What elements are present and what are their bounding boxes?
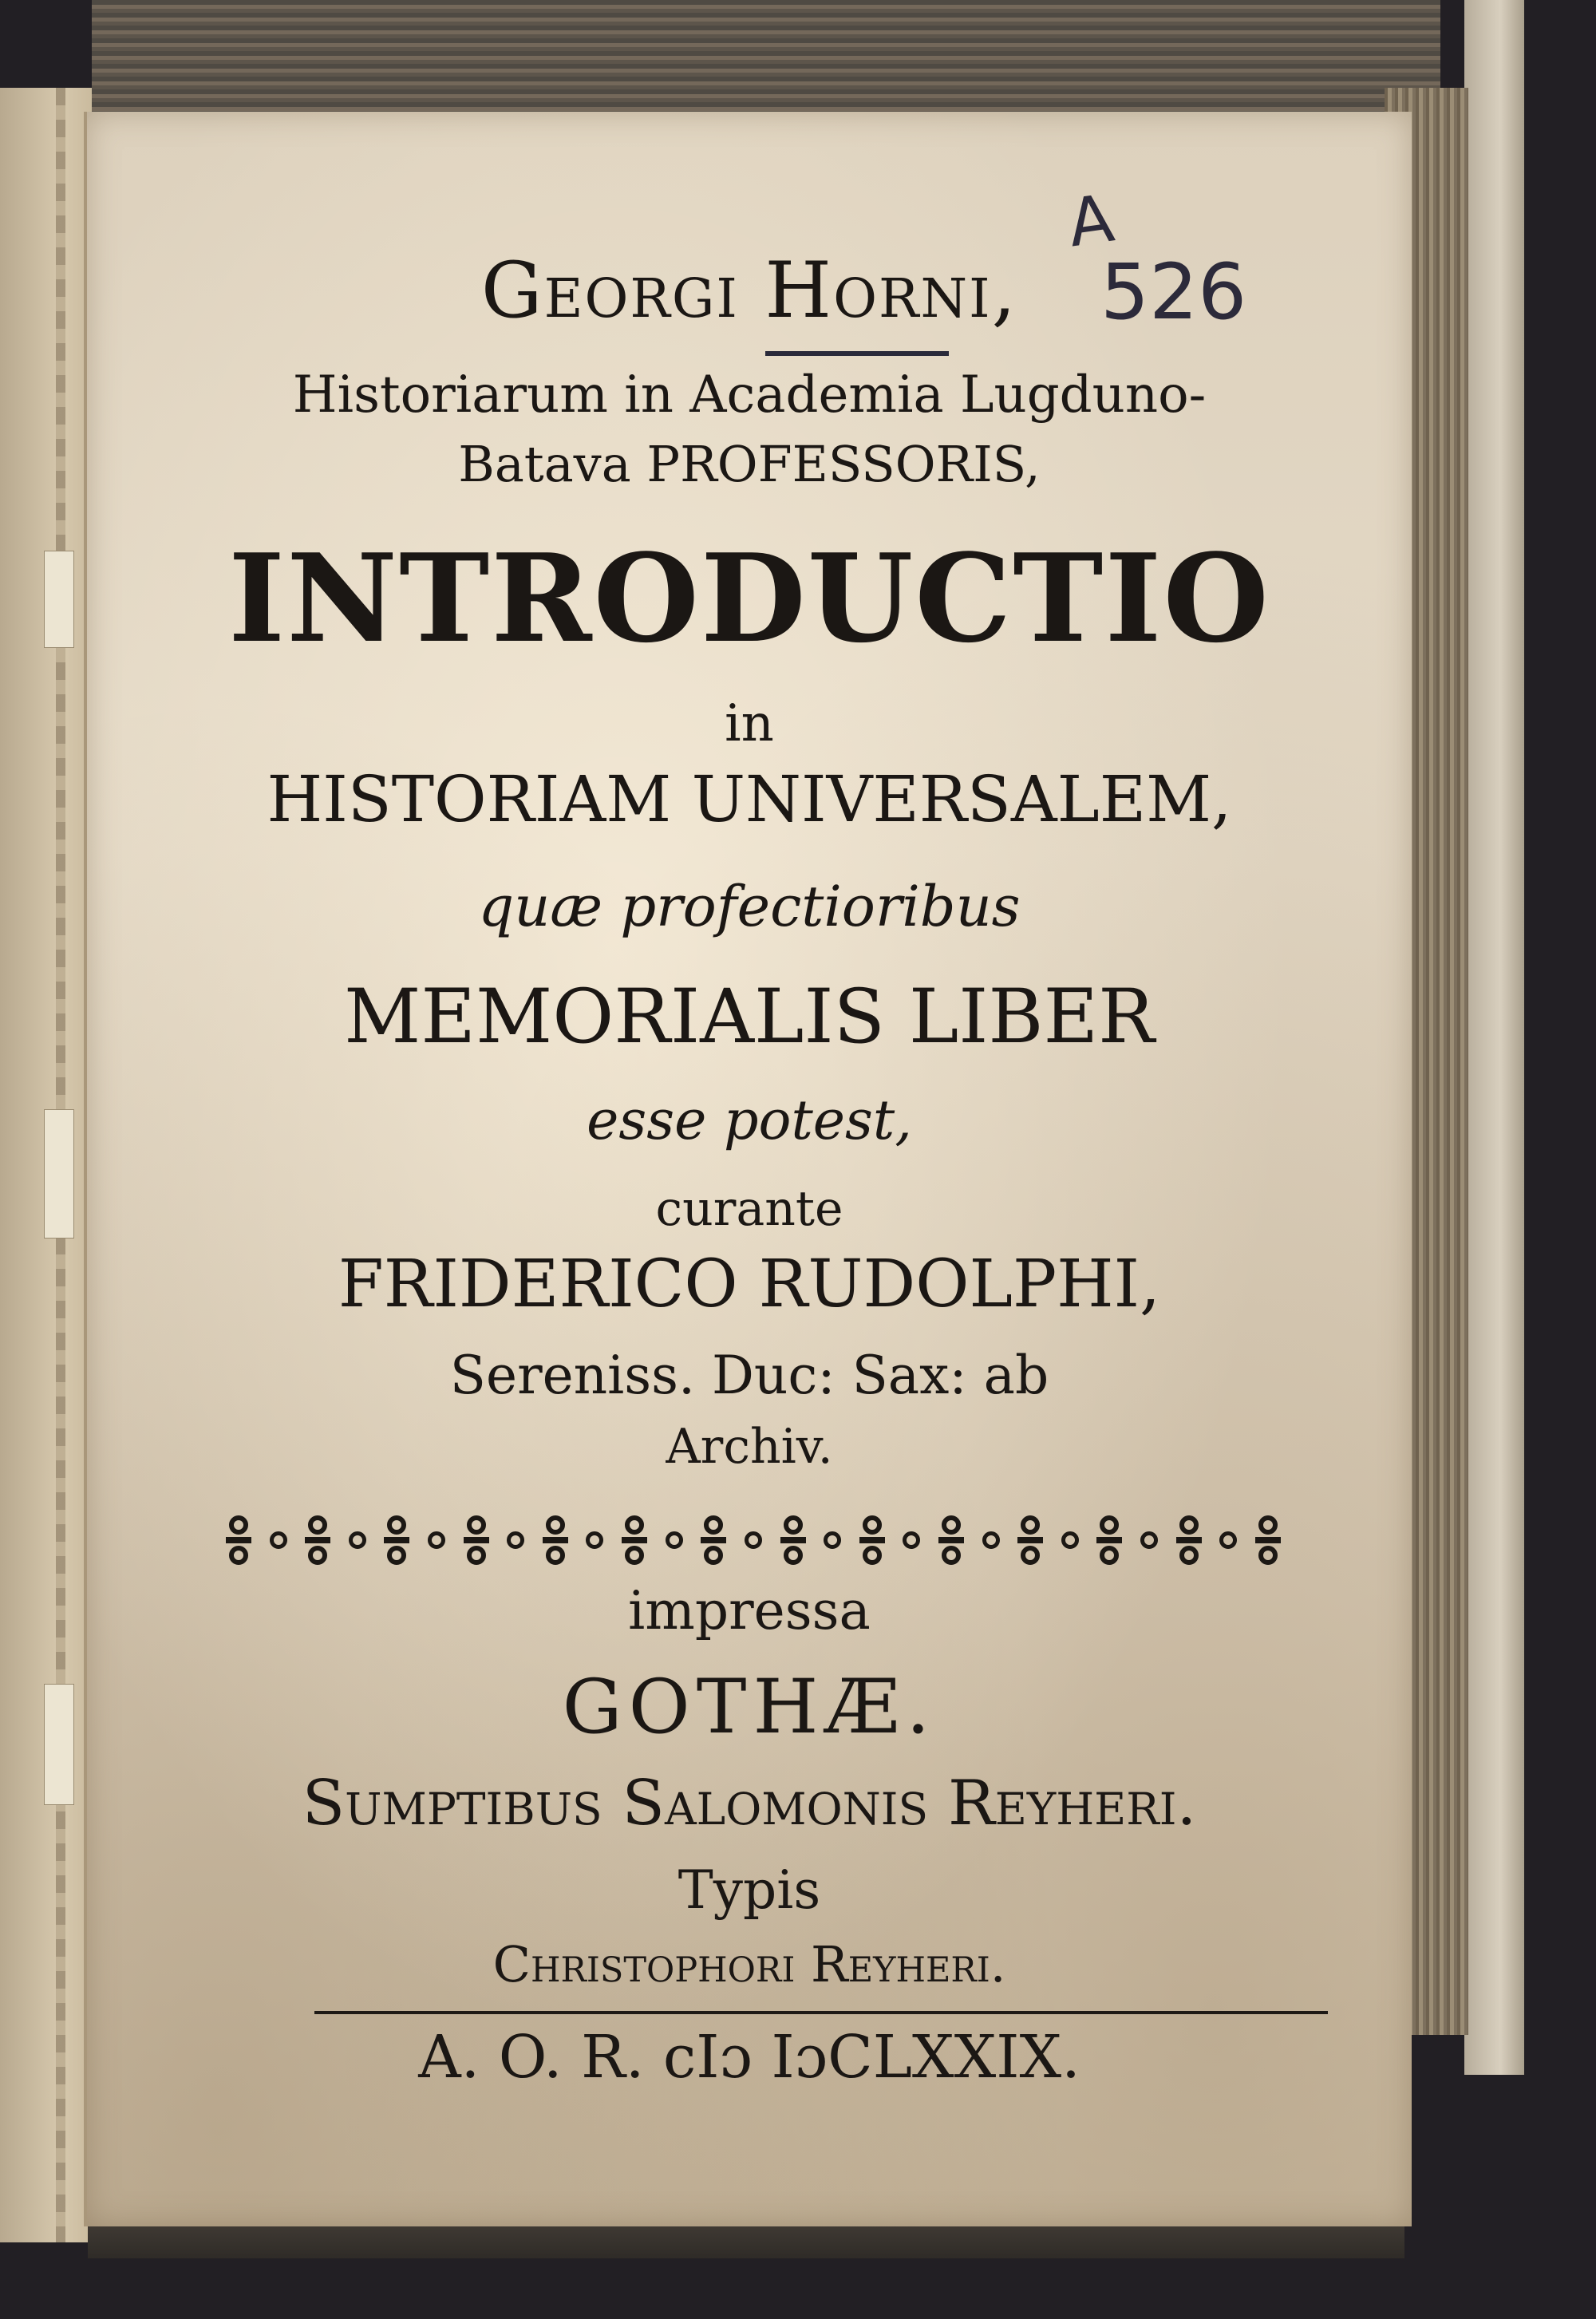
ornament-glyph <box>935 1512 967 1568</box>
curante-line: curante <box>655 1181 843 1237</box>
ornament-glyph <box>903 1531 920 1549</box>
ornament-glyph <box>745 1531 762 1549</box>
ornament-glyph <box>697 1512 729 1568</box>
subject-line: HISTORIAM UNIVERSALEM, <box>267 762 1232 836</box>
ornament-glyph <box>428 1531 445 1549</box>
binding-tape <box>44 1109 74 1239</box>
impressa-line: impressa <box>628 1580 871 1641</box>
ornament-glyph <box>1014 1512 1046 1568</box>
ink-underline <box>765 351 949 356</box>
title-preposition: in <box>725 694 774 753</box>
publisher-line: Sumptibus Salomonis Reyheri. <box>302 1768 1197 1839</box>
editor-title-line: Sereniss. Duc: Sax: ab <box>449 1345 1049 1406</box>
author-line: Georgi Horni, <box>480 246 1018 335</box>
binding-tape <box>44 551 74 648</box>
ornament-glyph <box>1140 1531 1158 1549</box>
ornament-glyph <box>618 1512 650 1568</box>
title-page <box>84 112 1412 2226</box>
ornament-row <box>223 1504 1284 1576</box>
typis-line: Typis <box>678 1859 821 1921</box>
editor-archiv-line: Archiv. <box>666 1419 833 1475</box>
ornament-glyph <box>270 1531 287 1549</box>
ornament-glyph <box>777 1512 809 1568</box>
place-line: GOTHÆ. <box>562 1664 937 1751</box>
author-title-line-2: Batava PROFESSORIS, <box>458 435 1041 493</box>
imprint-rule <box>314 2011 1328 2014</box>
date-line: A. O. R. cIɔ IɔCLXXIX. <box>418 2023 1080 2092</box>
ornament-glyph <box>1093 1512 1125 1568</box>
ornament-glyph <box>302 1512 334 1568</box>
ornament-glyph <box>539 1512 571 1568</box>
author-title-line-1: Historiarum in Academia Lugduno- <box>292 365 1207 425</box>
ornament-glyph <box>1061 1531 1079 1549</box>
ornament-glyph <box>223 1512 255 1568</box>
ornament-glyph <box>1219 1531 1237 1549</box>
handwritten-shelfmark: 526 <box>1100 247 1247 337</box>
ornament-glyph <box>666 1531 683 1549</box>
printer-line: Christophori Reyheri. <box>492 1935 1006 1993</box>
qualifier-line: quæ profectioribus <box>478 874 1021 939</box>
handwritten-letter: A <box>1063 180 1119 263</box>
ornament-glyph <box>982 1531 1000 1549</box>
ornament-glyph <box>824 1531 841 1549</box>
ornament-glyph <box>349 1531 366 1549</box>
editor-line: FRIDERICO RUDOLPHI, <box>338 1246 1161 1322</box>
ornament-glyph <box>507 1531 524 1549</box>
memorialis-line: MEMORIALIS LIBER <box>344 974 1155 1061</box>
esse-potest-line: esse potest, <box>587 1089 912 1152</box>
book-cover-edge <box>1464 0 1524 2075</box>
ornament-glyph <box>586 1531 603 1549</box>
ornament-glyph <box>1173 1512 1205 1568</box>
ornament-glyph <box>460 1512 492 1568</box>
ornament-glyph <box>856 1512 888 1568</box>
ornament-glyph <box>381 1512 413 1568</box>
binding-tape <box>44 1684 74 1805</box>
main-title: INTRODUCTIO <box>228 527 1270 670</box>
book-top-edge <box>92 0 1440 114</box>
ornament-glyph <box>1252 1512 1284 1568</box>
